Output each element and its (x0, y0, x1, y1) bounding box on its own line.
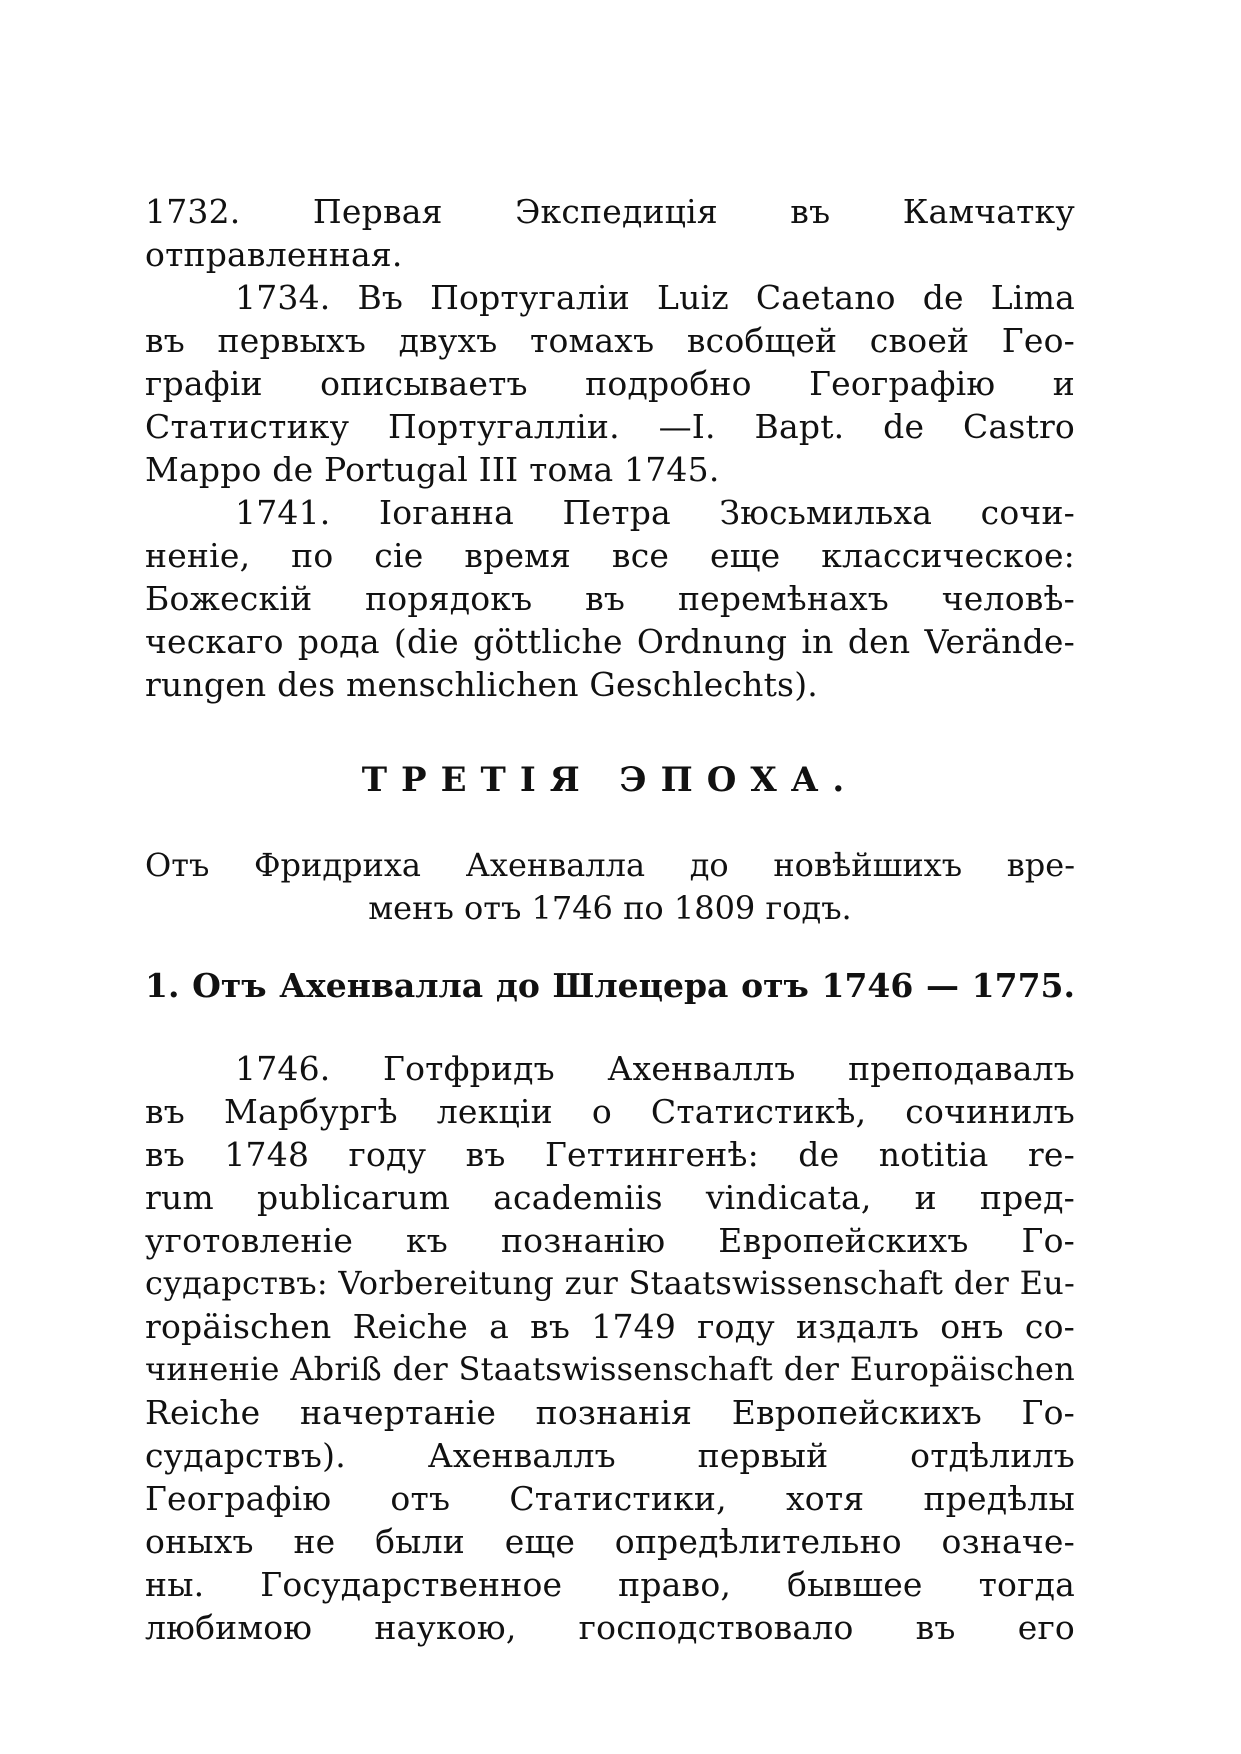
text-line: оныхъ не были еще опредѣлительно означе- (145, 1522, 1075, 1561)
paragraph-1746 (145, 1047, 1075, 1649)
text-line: въ первыхъ двухъ томахъ всобщей своей Гео- (145, 321, 1075, 360)
text-line: Божескій порядокъ въ перемѣнахъ человѣ- (145, 579, 1075, 618)
text-line: Mappo de Portugal III тома 1745. (145, 450, 720, 489)
text-line: въ 1748 году въ Геттингенѣ: de notitia re- (145, 1135, 1075, 1174)
text-line: Отъ Фридриха Ахенвалла до новѣйшихъ вре- (145, 846, 1075, 884)
section-heading: 1. Отъ Ахенвалла до Шлецера отъ 1746 — 1775. (145, 966, 1075, 1005)
epoch-title: ТРЕТІЯ ЭПОХА. (361, 760, 859, 800)
text-line: Статистику Португалліи. —I. Bapt. de Castro (145, 407, 1075, 446)
text-line: 1732. Первая Экспедиція въ Камчатку (145, 192, 1075, 231)
text-line: въ Марбургѣ лекціи о Статистикѣ, сочинилъ (145, 1092, 1075, 1131)
text-line: 1741. Іоганна Петра Зюсьмильха сочи- (235, 493, 1075, 532)
epoch-subtitle (145, 844, 1075, 930)
paragraph-1732 (145, 190, 1075, 276)
text-line: графіи описываетъ подробно Географію и (145, 364, 1075, 403)
text-line: Reiche начертаніе познанія Европейскихъ Го- (145, 1393, 1075, 1432)
paragraph-1734 (145, 276, 1075, 491)
text-line: ческаго рода (die göttliche Ordnung in den Verände- (145, 622, 1075, 661)
text-line: сударствъ: Vorbereitung zur Staatswissenschaft der Eu- (145, 1264, 1075, 1302)
paragraph-1741 (145, 491, 1075, 706)
text-line: rum publicarum academiis vindicata, и пред- (145, 1178, 1075, 1217)
text-line: Географію отъ Статистики, хотя предѣлы (145, 1479, 1075, 1518)
text-line: rungen des menschlichen Geschlechts). (145, 665, 818, 704)
text-line: менъ отъ 1746 по 1809 годъ. (368, 889, 852, 927)
text-line: 1734. Въ Португаліи Luiz Caetano de Lima (235, 278, 1075, 317)
text-line: неніе, по сіе время все еще классическое: (145, 536, 1075, 575)
text-line: сударствъ). Ахенваллъ первый отдѣлилъ (145, 1436, 1075, 1475)
text-line: чиненіе Abriß der Staatswissenschaft der Europäischen (145, 1350, 1075, 1388)
text-line: уготовленіе къ познанію Европейскихъ Го- (145, 1221, 1075, 1260)
text-line: отправленная. (145, 235, 403, 274)
text-line: 1746. Готфридъ Ахенваллъ преподавалъ (235, 1049, 1075, 1088)
book-page (145, 190, 1075, 1649)
text-line: ны. Государственное право, бывшее тогда (145, 1565, 1075, 1604)
text-line: ropäischen Reiche а въ 1749 году издалъ онъ со- (145, 1307, 1075, 1346)
text-line: любимою наукою, господствовало въ его (145, 1608, 1075, 1647)
